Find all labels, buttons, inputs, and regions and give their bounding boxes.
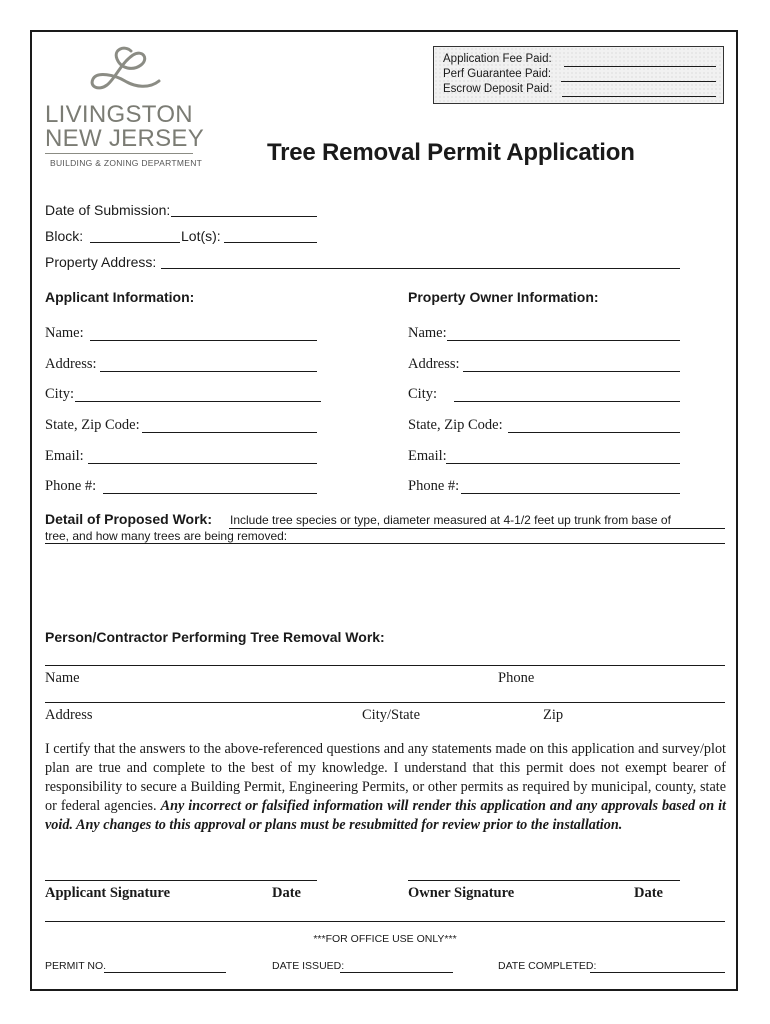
contractor-address-label: Address <box>45 707 93 723</box>
detail-instruction-line1: Include tree species or type, diameter measured at 4-1/2 feet up trunk from base of <box>230 513 671 527</box>
detail-underline-1 <box>229 528 725 529</box>
date-of-submission-field[interactable] <box>171 216 317 217</box>
applicant-email-field[interactable] <box>88 463 317 464</box>
property-address-field[interactable] <box>161 268 680 269</box>
livingston-logo <box>45 45 205 175</box>
page-title: Tree Removal Permit Application <box>267 139 635 166</box>
contractor-phone-label: Phone <box>498 670 535 686</box>
applicant-phone-field[interactable] <box>103 493 317 494</box>
logo-line-new-jersey: NEW JERSEY <box>45 125 205 152</box>
contractor-heading: Person/Contractor Performing Tree Removal Work: <box>45 629 385 645</box>
certification-statement: I certify that the answers to the above-referenced questions and any statements made on this application and survey/plot plan are true and complete to the best of my knowledge. I understand that this permit does not exempt bearer of responsibility to secure a Building Permit, Engineering Permits, or other permits as required by municipal, county, state or federal agencies. <box>45 741 726 814</box>
perf-guarantee-field[interactable] <box>561 81 716 82</box>
application-fee-row <box>443 53 552 65</box>
date-completed-label: DATE COMPLETED: <box>498 960 597 972</box>
applicant-city-field[interactable] <box>75 401 321 402</box>
applicant-address-field[interactable] <box>100 371 317 372</box>
contractor-city-state-label: City/State <box>362 707 420 723</box>
applicant-city-label: City: <box>45 386 75 402</box>
applicant-email-label: Email: <box>45 448 84 464</box>
applicant-heading: Applicant Information: <box>45 289 195 305</box>
permit-no-label: PERMIT NO. <box>45 960 107 972</box>
lots-label: Lot(s): <box>181 228 221 244</box>
perf-guarantee-label: Perf Guarantee Paid: <box>443 68 552 80</box>
applicant-signature-label: Applicant Signature <box>45 885 171 901</box>
perf-guarantee-row <box>443 68 551 80</box>
date-issued-label: DATE ISSUED: <box>272 960 345 972</box>
applicant-address-label: Address: <box>45 356 97 372</box>
contractor-zip-label: Zip <box>543 707 564 723</box>
logo-line-livingston: LIVINGSTON <box>45 101 193 128</box>
office-divider <box>45 921 725 922</box>
script-l-icon <box>85 45 165 97</box>
application-fee-field[interactable] <box>564 66 716 67</box>
detail-heading: Detail of Proposed Work <box>45 511 208 527</box>
owner-name-label: Name: <box>408 325 447 341</box>
escrow-deposit-field[interactable] <box>562 96 716 97</box>
contractor-name-label: Name <box>45 670 80 686</box>
owner-state-zip-label: State, Zip Code: <box>408 417 503 433</box>
applicant-phone-label: Phone #: <box>45 478 97 494</box>
block-label: Block: <box>45 228 84 244</box>
detail-colon: : <box>207 511 212 527</box>
detail-work-area[interactable] <box>45 546 725 618</box>
owner-city-label: City: <box>408 386 438 402</box>
owner-email-field[interactable] <box>446 463 680 464</box>
office-use-heading: ***FOR OFFICE USE ONLY*** <box>313 933 457 945</box>
date-of-submission-label: Date of Submission: <box>45 202 171 218</box>
owner-name-field[interactable] <box>447 340 680 341</box>
owner-city-field[interactable] <box>454 401 680 402</box>
escrow-deposit-row <box>443 83 552 95</box>
detail-instruction-line2: tree, and how many trees are being removed: <box>45 529 288 543</box>
certification-warning: Any incorrect or falsified information will render this application and any approvals based on it void. Any changes to this approval or plans must be resubmitted for review prior to the installation. <box>45 798 726 833</box>
applicant-signature-line[interactable] <box>45 880 317 881</box>
owner-phone-label: Phone #: <box>408 478 460 494</box>
owner-heading: Property Owner Information: <box>408 289 599 305</box>
applicant-name-field[interactable] <box>90 340 317 341</box>
fee-paid-box <box>433 46 724 104</box>
applicant-state-zip-label: State, Zip Code: <box>45 417 140 433</box>
detail-heading-row <box>45 511 212 529</box>
applicant-date-label: Date <box>272 885 301 901</box>
owner-signature-label: Owner Signature <box>408 885 515 901</box>
applicant-name-label: Name: <box>45 325 84 341</box>
certification-paragraph <box>45 740 726 835</box>
applicant-state-zip-field[interactable] <box>142 432 317 433</box>
block-field[interactable] <box>90 242 180 243</box>
detail-underline-2 <box>45 543 725 544</box>
owner-phone-field[interactable] <box>461 493 680 494</box>
logo-line-department: BUILDING & ZONING DEPARTMENT <box>50 158 203 168</box>
application-fee-label: Application Fee Paid: <box>443 53 552 65</box>
contractor-address-field[interactable] <box>45 702 725 703</box>
permit-no-field[interactable] <box>104 972 226 973</box>
owner-state-zip-field[interactable] <box>508 432 680 433</box>
contractor-name-phone-field[interactable] <box>45 665 725 666</box>
owner-signature-line[interactable] <box>408 880 680 881</box>
owner-address-label: Address: <box>408 356 460 372</box>
lots-field[interactable] <box>224 242 317 243</box>
escrow-deposit-label: Escrow Deposit Paid: <box>443 83 553 95</box>
property-address-label: Property Address: <box>45 254 157 270</box>
logo-divider <box>45 153 193 154</box>
owner-email-label: Email: <box>408 448 447 464</box>
date-completed-field[interactable] <box>590 972 725 973</box>
date-issued-field[interactable] <box>340 972 453 973</box>
owner-date-label: Date <box>634 885 663 901</box>
owner-address-field[interactable] <box>463 371 680 372</box>
